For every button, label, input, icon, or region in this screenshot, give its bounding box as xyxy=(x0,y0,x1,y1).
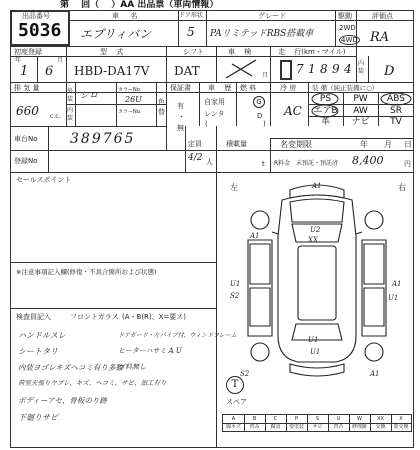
equip-tv: TV xyxy=(390,117,402,127)
inspector-note: 荷室天張りヤブレ、キズ、ヘコミ、サビ、加工有り xyxy=(18,379,167,387)
exterior-label: 外装 xyxy=(67,88,74,103)
diagram-mark: U1 xyxy=(388,294,399,302)
car-type-paren: ( xyxy=(205,120,208,128)
lot-number: 5036 xyxy=(18,20,62,41)
diagram-mark: U1 xyxy=(308,336,319,344)
diagram-mark: A1 xyxy=(312,182,322,190)
diagram-mark: A1 xyxy=(250,232,260,240)
equip-pw: PW xyxy=(353,94,368,104)
model-label: 型 式 xyxy=(100,48,124,56)
door-label: ドア形状 xyxy=(179,12,203,19)
damage-code: C xyxy=(273,416,278,422)
equip-navi: ナビ xyxy=(351,117,370,127)
damage-desc: サビ xyxy=(312,424,323,430)
mileage-label: 走 行(km・マイル) xyxy=(278,48,346,56)
name-change-label: 名変期限 xyxy=(280,140,312,149)
cc-label: c.c. xyxy=(50,113,61,120)
car-name-value: エブリィバン xyxy=(80,27,152,41)
score-value: RA xyxy=(370,30,390,45)
car-type-label: 車 歴 xyxy=(208,84,232,92)
damage-desc: 要交換 xyxy=(393,424,409,430)
mileage-digit: 7 xyxy=(296,62,304,76)
inspector-note-right: ゴ料無し xyxy=(118,363,146,371)
equip-leather: 革 xyxy=(320,117,330,127)
diagram-right-label: 右 xyxy=(398,183,406,192)
diagram-mark: S2 xyxy=(240,370,250,378)
damage-code: U xyxy=(336,416,341,422)
equipment-circles xyxy=(308,92,414,126)
equip-sr: SR xyxy=(390,106,402,116)
equip-abs: ABS xyxy=(387,94,405,104)
displacement-label: 排 気 量 xyxy=(14,84,40,92)
inspector-note: 下廻りサビ xyxy=(18,413,58,422)
damage-desc: 交換 xyxy=(375,424,386,430)
chassis-label: 車台No xyxy=(14,135,38,143)
diagram-mark: XX xyxy=(308,236,318,244)
equipment-label: 装 備（純正装備に○） xyxy=(312,84,379,92)
diagram-mark: U1 xyxy=(230,280,241,288)
warranty-no: 無 xyxy=(177,124,184,132)
exterior-color: シロ xyxy=(80,91,99,101)
lot-label: 出品番号 xyxy=(22,12,50,20)
diagram-left-label: 左 xyxy=(230,183,238,192)
mileage-digit: 8 xyxy=(320,62,328,76)
first-reg-year-label: 年 xyxy=(15,57,22,64)
windshield-options: (A・B(R)、X=要ス) xyxy=(122,313,187,321)
recycle-label: R料金 xyxy=(274,160,291,167)
load-unit: t xyxy=(262,160,265,168)
windshield-label: フロントガラス xyxy=(70,313,119,321)
damage-desc: 腐食 xyxy=(270,424,281,430)
diagram-mark: A1 xyxy=(370,370,380,378)
car-name-label: 車 名 xyxy=(112,12,138,20)
damage-code: A xyxy=(231,416,236,422)
inspector-label: 検査員記入 xyxy=(16,313,51,321)
damage-desc: 修理跡 xyxy=(351,424,367,430)
drive-2wd: 2WD xyxy=(339,24,356,32)
inspection-strike-mark xyxy=(222,58,262,80)
mileage-digit: 4 xyxy=(344,62,352,76)
interior-score-label: 内装 xyxy=(358,60,365,75)
inspector-note-right: ヒーターハサミ A U xyxy=(118,347,182,355)
inspector-note: ボディーアセ、骨板のり跡 xyxy=(18,396,107,405)
capacity-value: 4/2 xyxy=(188,153,203,163)
damage-desc: 線キズ xyxy=(226,424,241,430)
name-change-month: 月 xyxy=(384,140,392,149)
spare-tire-mark: T xyxy=(226,376,244,394)
first-reg-month: 6 xyxy=(45,64,54,79)
inspector-note: 内装ヨゴレキズヘコミ有り多数 xyxy=(18,363,123,372)
diagram-mark: S2 xyxy=(230,292,240,300)
sales-point-label: セールスポイント xyxy=(16,176,72,184)
equip-ps: PS xyxy=(319,94,332,104)
load-label: 積載量 xyxy=(226,140,247,148)
color-change-label: 替 xyxy=(158,108,165,116)
inspection-month-label: 月 xyxy=(262,72,269,79)
name-change-day: 日 xyxy=(404,140,412,149)
damage-code: B xyxy=(252,416,257,422)
car-type-rental: レンタ xyxy=(204,110,225,118)
first-reg-label: 初度登録 xyxy=(14,48,42,56)
damage-code: S xyxy=(315,416,320,422)
cooling-value: AC xyxy=(284,104,302,118)
door-value: 5 xyxy=(187,25,195,39)
capacity-unit: 人 xyxy=(206,158,213,166)
grade-value: PAリミテッドRBS搭載車 xyxy=(210,29,314,39)
inspector-note-right: ドアガード・左パイプ付、ウィンドフレーム xyxy=(118,332,237,339)
drive-4wd: 4WD xyxy=(341,36,358,44)
mileage-digit: 9 xyxy=(332,62,340,76)
color-label: 色 xyxy=(158,98,165,106)
inspection-label: 車 検 xyxy=(228,48,252,56)
damage-code: P xyxy=(294,416,298,422)
fuel-gasoline-mark: G xyxy=(253,96,265,108)
interior-color-label: 内装 xyxy=(67,107,74,122)
damage-desc: 要塗装 xyxy=(288,424,304,430)
chassis-value: 389765 xyxy=(70,131,136,147)
fuel-label: 燃 料 xyxy=(240,84,257,92)
fuel-diesel: D xyxy=(257,112,263,120)
car-type-private: 自家用 xyxy=(204,98,225,106)
equip-aw: AW xyxy=(353,106,368,116)
reg-no-label: 登録No xyxy=(14,157,38,165)
diagram-mark: U2 xyxy=(310,226,321,234)
recycle-unit: 円 xyxy=(404,160,411,168)
cooling-label: 冷 房 xyxy=(280,84,297,92)
shift-label: シフト xyxy=(183,48,204,56)
color-no-label: カラーNo. xyxy=(118,87,142,93)
recycle-note: 未預託・預託済 xyxy=(296,160,339,167)
damage-desc: 凹凸 xyxy=(333,424,344,430)
diagram-mark: A1 xyxy=(392,280,402,288)
name-change-year: 年 xyxy=(360,140,368,149)
interior-score-value: D xyxy=(384,64,395,79)
spare-label: スペア xyxy=(226,398,247,406)
first-reg-month-label: 月 xyxy=(57,57,64,64)
car-diagram xyxy=(220,176,414,386)
inspector-note: シートタリ xyxy=(18,347,58,356)
damage-desc: 凹み xyxy=(249,424,260,430)
model-value: HBD-DA17V xyxy=(74,64,150,78)
shift-value: DAT xyxy=(174,64,200,78)
first-reg-year: 1 xyxy=(20,64,29,79)
capacity-label: 定員 xyxy=(188,140,202,148)
score-label: 評価点 xyxy=(372,12,393,20)
damage-legend xyxy=(222,414,412,432)
displacement-value: 660 xyxy=(16,104,39,118)
drive-label: 駆動 xyxy=(338,12,352,20)
color-no-value: 26U xyxy=(125,95,142,104)
inspector-note: ハンドルスレ xyxy=(18,331,66,340)
damage-code: X xyxy=(399,416,403,422)
mileage-digits xyxy=(280,60,360,80)
damage-code: W xyxy=(357,416,362,422)
notes-label: ※注意事項記入欄(修復・不具合箇所および状態) xyxy=(16,268,157,276)
warranty-yes: 有 xyxy=(177,102,184,110)
damage-code: XX xyxy=(377,416,384,422)
recycle-value: 8,400 xyxy=(352,154,384,167)
color-no-label-2: カラーNo. xyxy=(118,109,142,115)
mileage-digit: 1 xyxy=(308,62,316,76)
top-banner: 第 回（ ）AA 出品票（車両情報） xyxy=(60,0,219,10)
equip-airbag: エアB xyxy=(313,106,338,116)
warranty-dot: ・ xyxy=(178,113,185,121)
grade-label: グレード xyxy=(258,12,286,20)
warranty-label: 保証書 xyxy=(170,84,191,92)
auction-sheet: 第 回（ ）AA 出品票（車両情報） 出品番号 5036 車 名 エブリィバン ドア形状 5 グレード PAリミテッドRBS搭載車 駆動 2WD 4WD 評価点 RA 初度登録 年 月 1 6 型 式 HBD-DA17V シフト DAT 車 検 月 走 行(km・マイル) 7 1 8 9 4 内装 D 排 気 量 660 c.c. 外装 内装 シロ カラーNo. 26U カラーNo. 色 替 保証書 有 ・ 無 車 歴 自家用 レンタ ( 燃 料 G D ) 冷 房 AC 装 備（純正装備に○） PS PW ABS エアB AW SR 革 ナビ TV 車台No 389765 登録No 定員 4/2 人 積載量 t 名変期限 年 月 日 R料金 未預託・預託済 8,400 円 セールスポイント ※注意事項記入欄(修復・不具合箇所および状態) 検査員記入 フロントガラス (A・B(R)、X=要ス) ハンドルスレ シートタリ 内装ヨゴレキズヘコミ有り多数 荷室天張りヤブレ、キズ、ヘコミ、サビ、加工有り ボディーアセ、骨板のり跡 下廻りサビ ドアガード・左パイプ付、ウィンドフレーム ヒーターハサミ A U ゴ料無し 左 右 A1 U2 XX A1 U1 S2 A1 U1 A1 U1 U1 S2 T スペア A B C P S U W XX X 線キズ 凹み 腐食 要塗装 サビ 凹凸 修理跡 交換 要交換 xyxy=(0,0,420,450)
diagram-mark: U1 xyxy=(310,348,321,356)
